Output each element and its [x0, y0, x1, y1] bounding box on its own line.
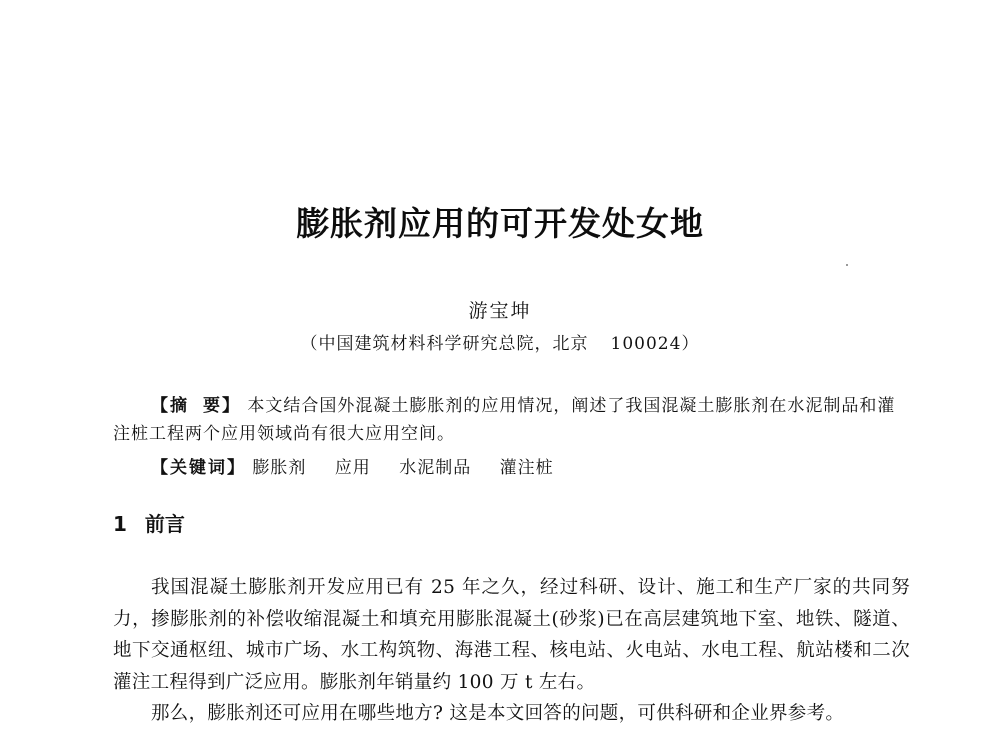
body-paragraph: 那么，膨胀剂还可应用在哪些地方? 这是本文回答的问题，可供科研和企业界参考。 [151, 703, 845, 724]
keyword-item: 水泥制品 [399, 458, 472, 478]
abstract-text: 本文结合国外混凝土膨胀剂的应用情况，阐述了我国混凝土膨胀剂在水泥制品和灌注桩工程两个应用领域尚有很大应用空间。 [113, 396, 896, 444]
abstract-label-part2: 要】 [203, 396, 241, 416]
abstract [113, 392, 910, 448]
keyword-item: 灌注桩 [499, 458, 554, 478]
abstract-label [151, 396, 241, 416]
affiliation-text: （中国建筑材料科学研究总院，北京 [300, 334, 589, 354]
keyword-item: 应用 [334, 458, 371, 478]
scan-speck [846, 264, 848, 266]
keyword-item: 膨胀剂 [252, 458, 307, 478]
author-name: 游宝坤 [468, 300, 532, 322]
keywords-label: 【关键词】 [151, 458, 246, 478]
section-body [113, 572, 910, 730]
section-heading [113, 508, 185, 537]
keywords [151, 453, 576, 478]
section-title: 前言 [144, 512, 185, 536]
paper-title: 膨胀剂应用的可开发处女地 [296, 204, 704, 243]
postal-code: 100024） [610, 334, 700, 354]
abstract-label-part1: 【摘 [151, 396, 189, 416]
body-paragraph: 我国混凝土膨胀剂开发应用已有 25 年之久，经过科研、设计、施工和生产厂家的共同努力，掺膨胀剂的补偿收缩混凝土和填充用膨胀混凝土(砂浆)已在高层建筑地下室、地铁、隧道、地下交通枢纽、城市广场、水工构筑物、海港工程、核电站、火电站、水电工程、航站楼和二次灌注工程得到广泛应用。膨胀剂年销量约 100 万 t 左右。 [113, 577, 910, 693]
author-affiliation [0, 329, 1000, 354]
section-number: 1 [113, 512, 127, 536]
